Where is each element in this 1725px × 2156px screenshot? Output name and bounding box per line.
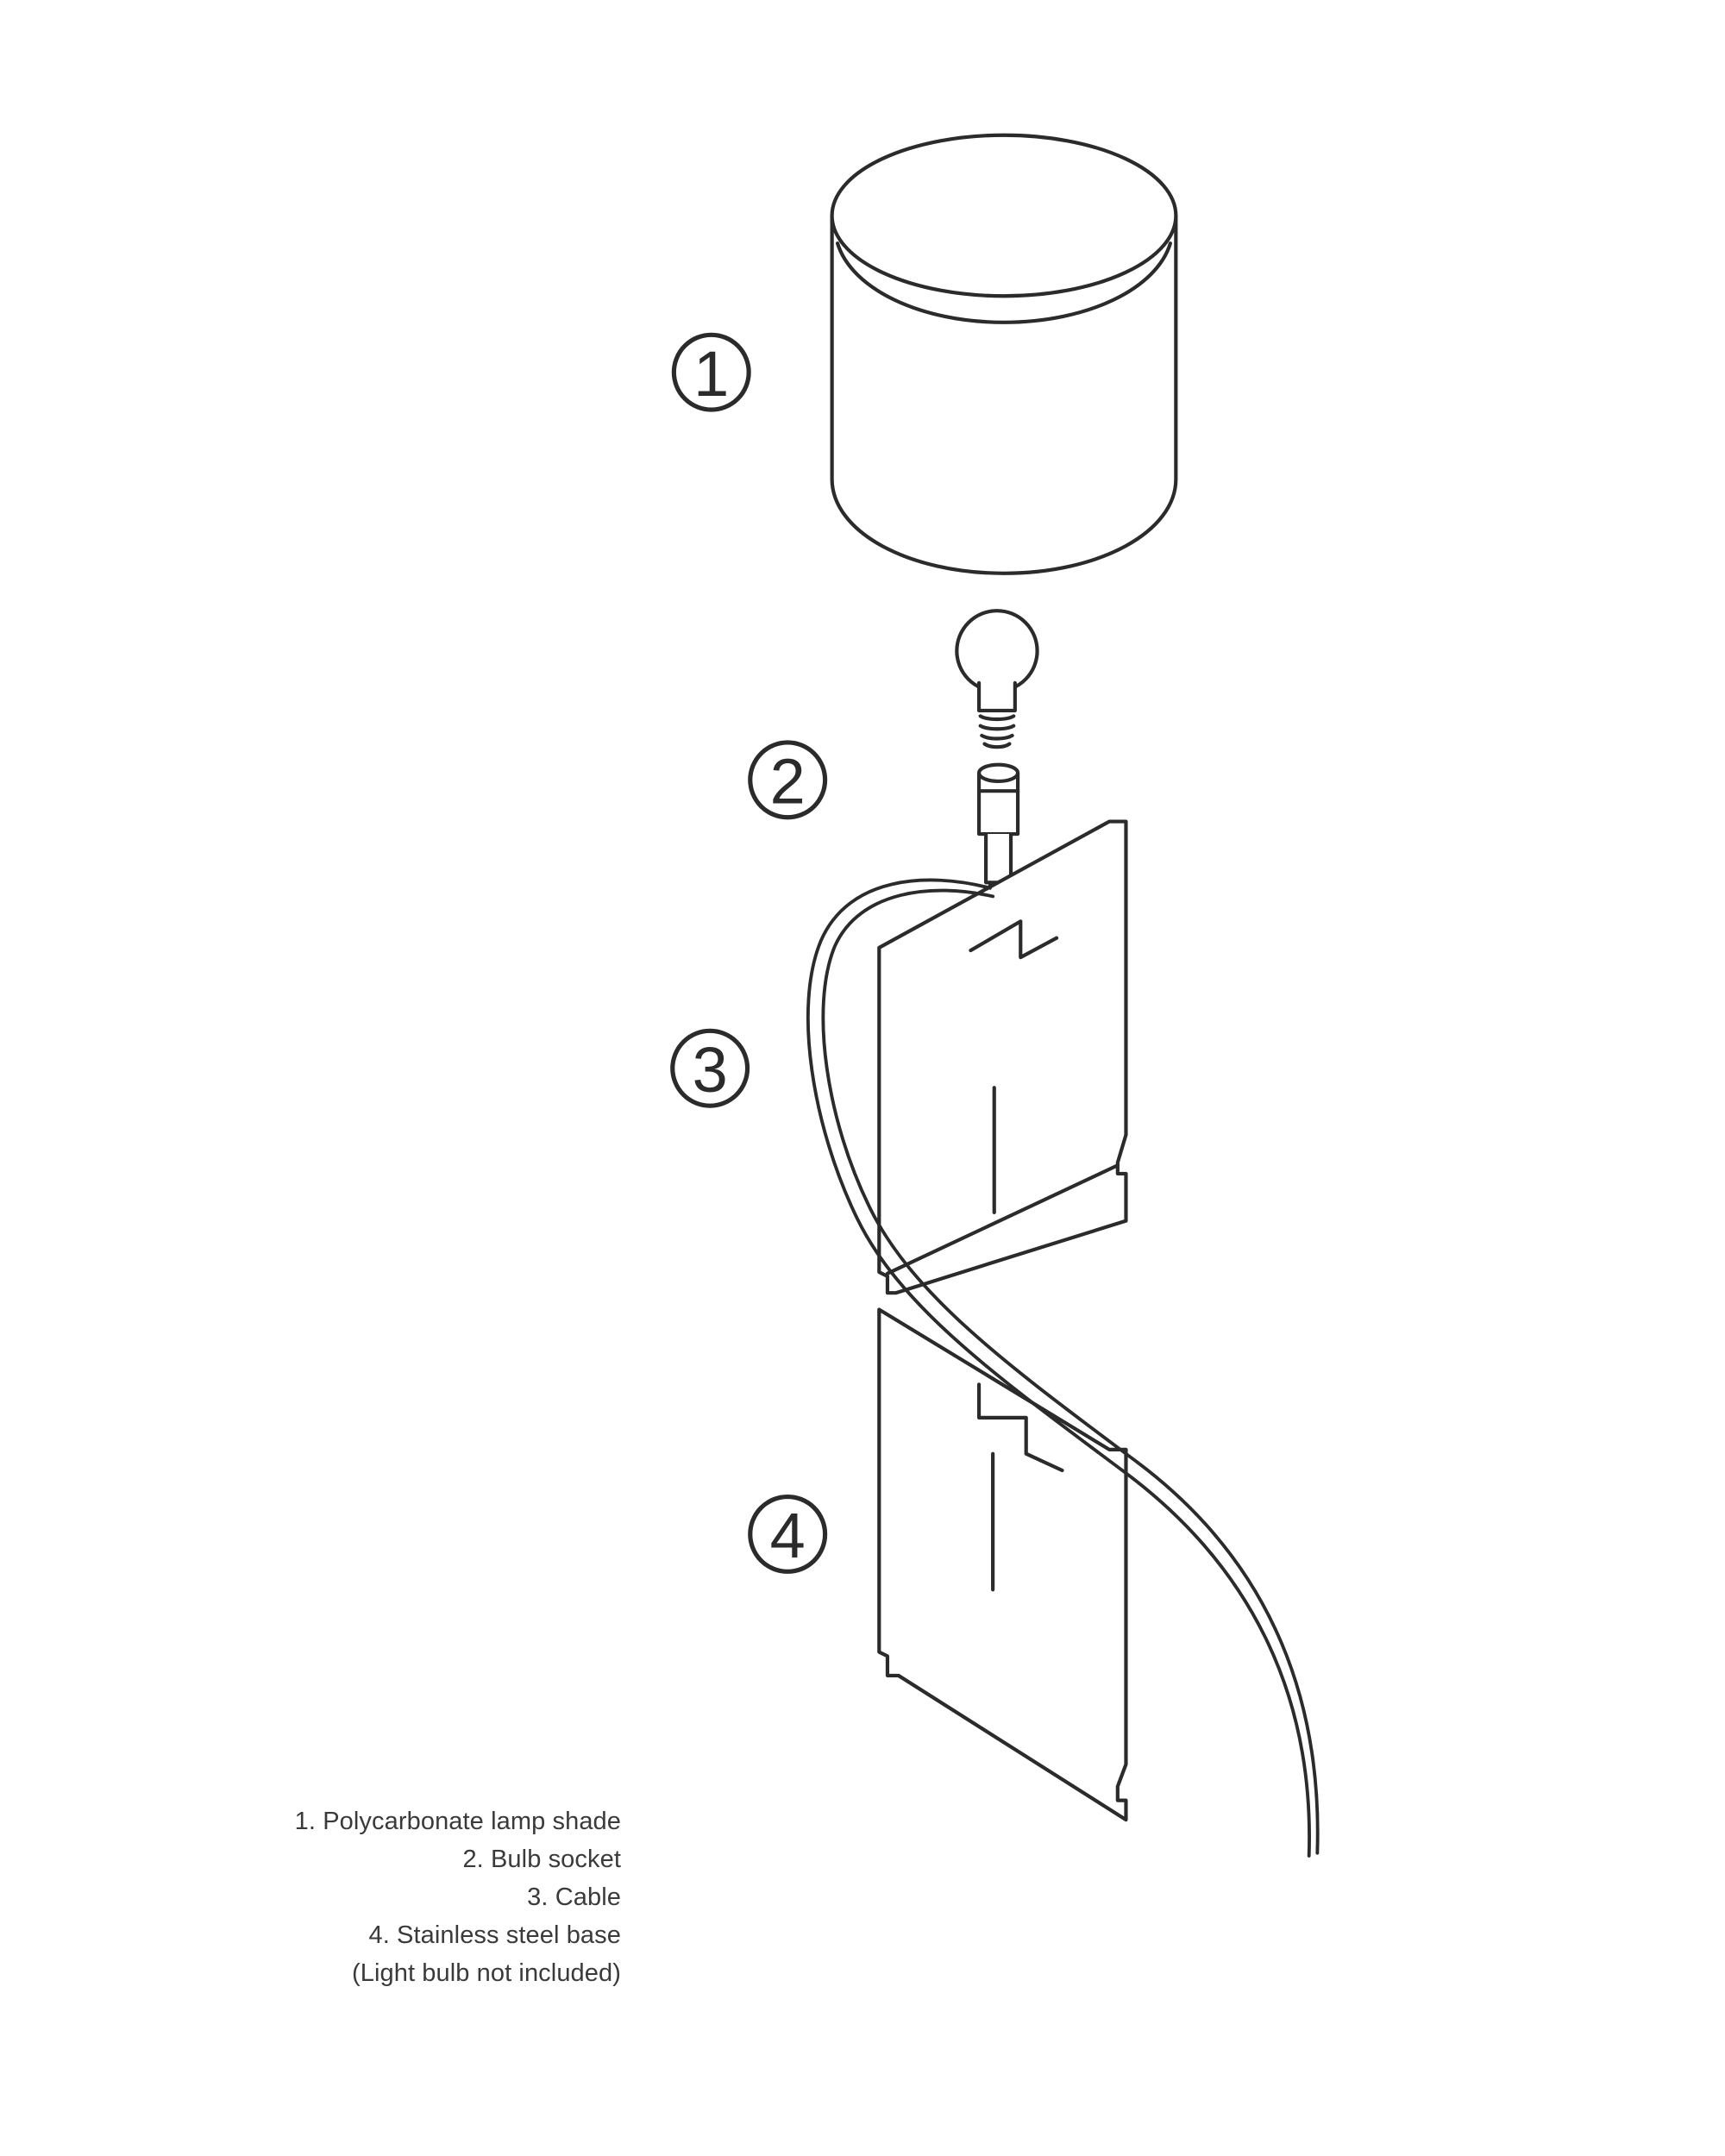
part-lamp-shade (832, 135, 1176, 573)
parts-legend (155, 1802, 621, 1992)
callout-3-number: 3 (692, 1033, 728, 1106)
callout-2-number: 2 (769, 745, 806, 818)
legend-note: (Light bulb not included) (351, 1959, 621, 1988)
callout-1-number: 1 (693, 337, 730, 410)
callout-3 (673, 1031, 748, 1106)
callout-4-number: 4 (769, 1500, 806, 1572)
legend-item-2: 2. Bulb socket (462, 1846, 621, 1874)
callout-2 (750, 743, 825, 818)
callout-4 (750, 1497, 825, 1572)
part-base-lower-plate (879, 1309, 1126, 1820)
part-light-bulb (957, 611, 1037, 747)
callout-1 (674, 335, 749, 410)
legend-item-4: 4. Stainless steel base (368, 1921, 621, 1950)
legend-item-1: 1. Polycarbonate lamp shade (294, 1808, 621, 1835)
legend-item-3: 3. Cable (527, 1883, 621, 1912)
